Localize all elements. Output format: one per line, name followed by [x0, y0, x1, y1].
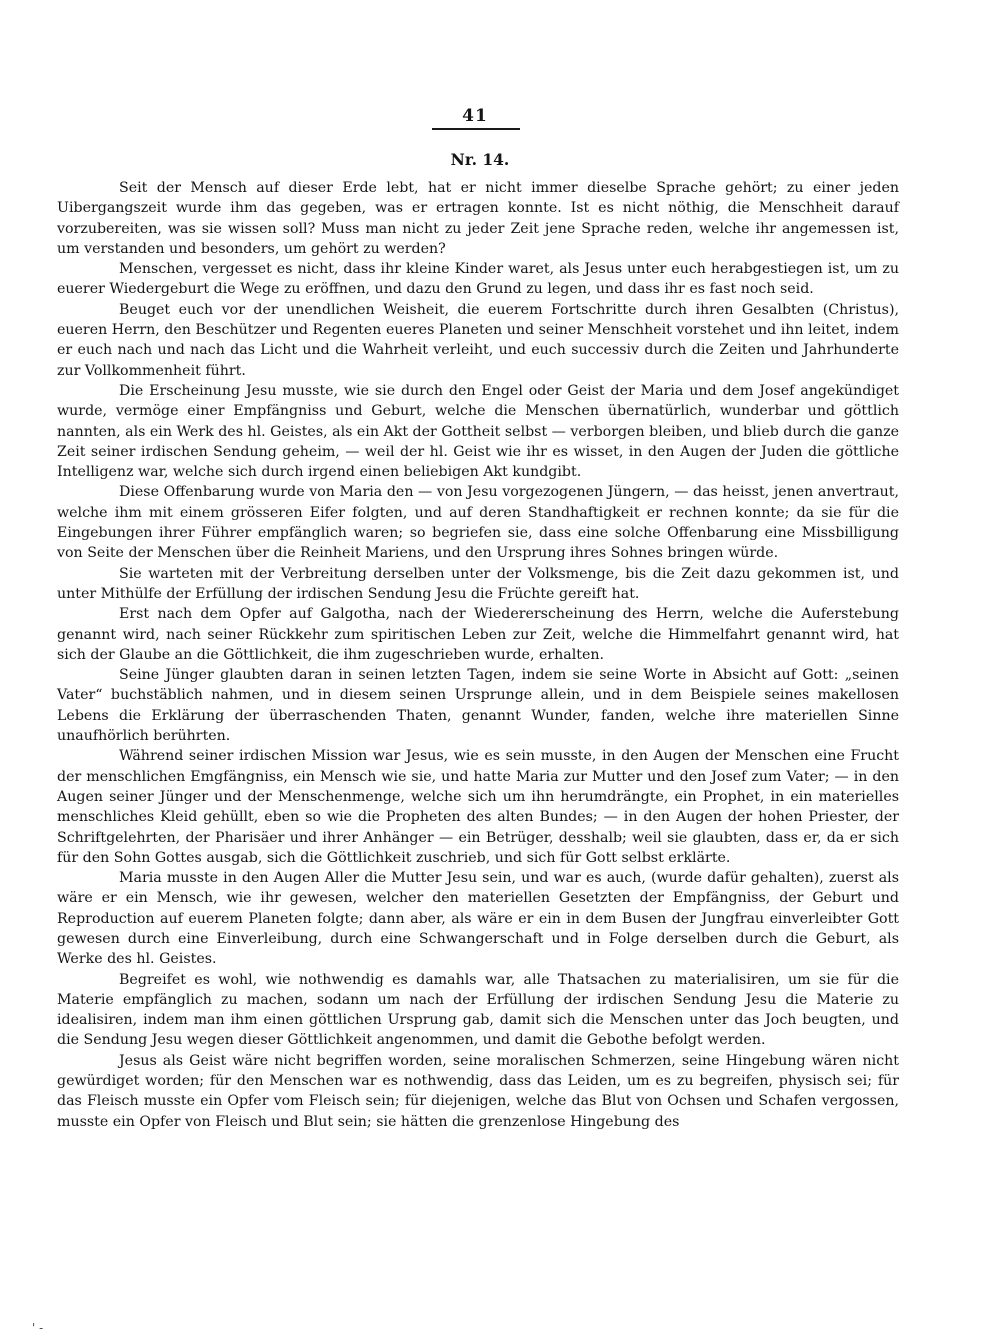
paragraph-4: Die Erscheinung Jesu musste, wie sie durch den Engel oder Geist der Maria und dem Josef angekündiget wurde, vermöge einer Empfängniss und Geburt, welche die Menschen übernatürlich, wunderbar und göttlich nannten, als ein Werk des hl. Geistes, als ein Akt der Gottheit selbst — verborgen bleiben, und blieb durch die ganze Zeit seiner irdischen Sendung geheim, — weil der hl. Geist wie ihr es wisset, in den Augen der Juden die göttliche Intelligenz war, welche sich durch irgend einen beliebigen Akt kundgibt.: [57, 382, 899, 481]
section-heading: Nr. 14.: [450, 150, 510, 169]
paragraph-11: Begreifet es wohl, wie nothwendig es damahls war, alle Thatsachen zu materialisiren, um sie für die Materie empfänglich zu machen, sodann um nach der Erfüllung der irdischen Sendung Jesu die Materie zu idealisiren, indem man ihm einen göttlichen Ursprung gab, damit sich die Menschen unter das Joch beugten, und die Sendung Jesu wegen dieser Göttlichkeit angenommen, und damit die Gebothe befolgt werden.: [57, 971, 899, 1049]
paragraph-8: Seine Jünger glaubten daran in seinen letzten Tagen, indem sie seine Worte in Absicht auf Gott: „seinen Vater“ buchstäblich nahmen, und in diesem seinen Ursprunge allein, und in dem Beispiele seines makellosen Lebens die Erklärung der überraschenden Thaten, genannt Wunder, fanden, welche ihre materiellen Sinne unaufhörlich berührten.: [57, 667, 899, 745]
corner-mark: ' -: [32, 1321, 44, 1335]
page-number: 41: [462, 106, 488, 126]
paragraph-7: Erst nach dem Opfer auf Galgotha, nach der Wiedererscheinung des Herrn, welche die Auferstebung genannt wird, nach seiner Rückkehr zum spiritischen Leben zur Zeit, welche die Himmelfahrt genannt wird, hat sich der Glaube an die Göttlichkeit, die ihm zugeschrieben wurde, erhalten.: [57, 606, 899, 663]
paragraph-2: Menschen, vergesset es nicht, dass ihr kleine Kinder waret, als Jesus unter euch herabgestiegen ist, um zu euerer Wiedergeburt die Wege zu eröffnen, und dazu den Grund zu legen, und dass ihr es fast noch seid.: [57, 261, 899, 298]
paragraph-9: Während seiner irdischen Mission war Jesus, wie es sein musste, in den Augen der Menschen eine Frucht der menschlichen Emgfängniss, ein Mensch wie sie, und hatte Maria zur Mutter und den Josef zum Vater; — in den Augen seiner Jünger und der Menschenmenge, welche sich um ihn herumdrängte, ein Prophet, in ein materielles menschliches Kleid gehüllt, eben so wie die Propheten des alten Bundes; — in den Augen der hohen Priester, der Schriftgelehrten, der Pharisäer und ihrer Anhänger — ein Betrüger, desshalb; weil sie glaubten, dass er, da er sich für den Sohn Gottes ausgab, sich die Göttlichkeit zuschrieb, und sich für Gott selbst erklärte.: [57, 748, 899, 866]
paragraph-1: Seit der Mensch auf dieser Erde lebt, hat er nicht immer dieselbe Sprache gehört; zu einer jeden Uibergangszeit wurde ihm das gegeben, was er ertragen konnte. Ist es nicht nöthig, die Menschheit darauf vorzubereiten, was sie wissen soll? Muss man nicht zu jeder Zeit jene Sprache reden, welche ihr angemessen ist, um verstanden und besonders, um gehört zu werden?: [57, 180, 899, 257]
paragraph-3: Beuget euch vor der unendlichen Weisheit, die euerem Fortschritte durch ihren Gesalbten (Christus), eueren Herrn, den Beschützer und Regenten eueres Planeten und seiner Menschheit vorstehet und ihn leitet, indem er euch nach und nach das Licht und die Wahrheit verleiht, und euch successiv durch die Zeiten und Jahrhunderte zur Vollkommenheit führt.: [57, 301, 899, 379]
paragraph-12: Jesus als Geist wäre nicht begriffen worden, seine moralischen Schmerzen, seine Hingebung wären nicht gewürdiget worden; für den Menschen war es nothwendig, dass das Leiden, um es zu begreifen, physisch sei; für das Fleisch musste ein Opfer vom Fleisch sein; für diejenigen, welche das Blut von Ochsen und Schafen vergossen, musste ein Opfer von Fleisch und Blut sein; sie hätten die grenzenlose Hingebung des: [57, 1052, 899, 1130]
paragraph-10: Maria musste in den Augen Aller die Mutter Jesu sein, und war es auch, (wurde dafür gehalten), zuerst als wäre er ein Mensch, wie ihr gewesen, welcher den materiellen Gesetzten der Empfängniss, der Geburt und Reproduction auf euerem Planeten folgte; dann aber, als wäre er ein in dem Busen der Jungfrau einverleibter Gott gewesen durch eine Einverleibung, durch eine Schwangerschaft und in Folge derselben durch die Geburt, als Werke des hl. Geistes.: [57, 870, 899, 968]
body-text: [57, 178, 899, 1132]
paragraph-6: Sie warteten mit der Verbreitung derselben unter der Volksmenge, bis die Zeit dazu gekommen ist, und unter Mithülfe der Erfüllung der irdischen Sendung Jesu die Früchte gereift hat.: [57, 565, 899, 602]
page-number-rule: [432, 128, 520, 130]
paragraph-5: Diese Offenbarung wurde von Maria den — von Jesu vorgezogenen Jüngern, — das heisst, jenen anvertraut, welche ihm mit einem grösseren Eifer folgten, und auf deren Standhaftigkeit er rechnen konnte; da sie für die Eingebungen ihrer Führer empfänglich waren; so begriefen sie, dass eine solche Offenbarung eine Missbilligung von Seite der Menschen über die Reinheit Mariens, und den Ursprung ihres Sohnes bringen würde.: [57, 484, 899, 562]
